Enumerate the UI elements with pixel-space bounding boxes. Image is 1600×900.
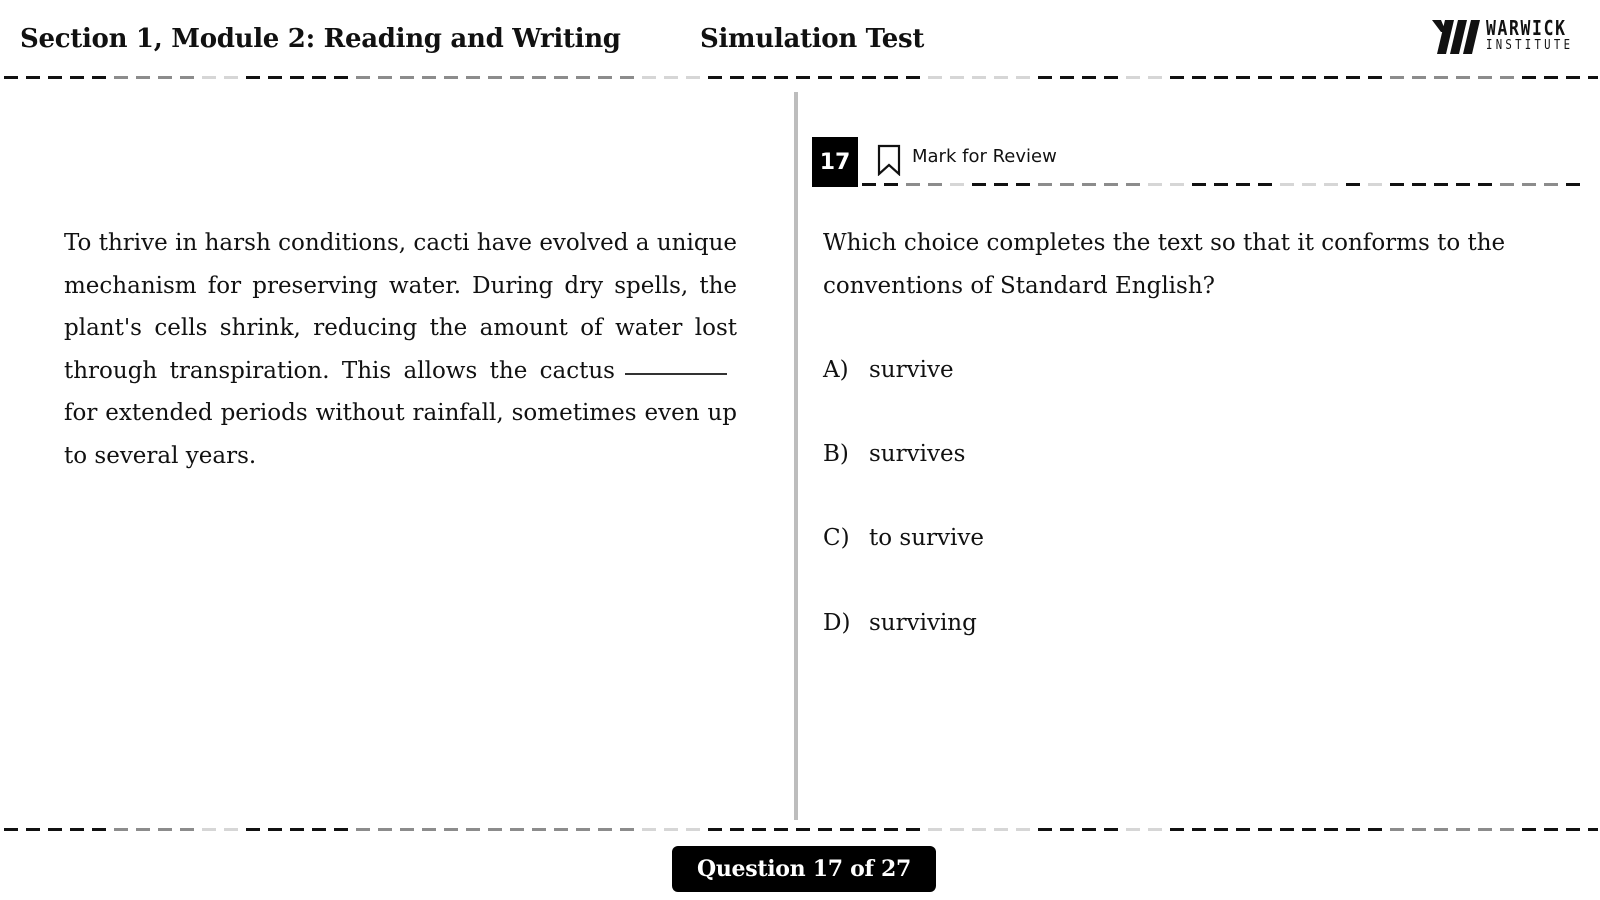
header-divider-dashed bbox=[4, 76, 1598, 79]
test-title: Simulation Test bbox=[700, 24, 925, 54]
option-letter: B) bbox=[823, 441, 849, 467]
passage-blank bbox=[625, 373, 727, 375]
question-header-divider-dashed bbox=[862, 183, 1584, 186]
answer-option-a[interactable] bbox=[823, 350, 954, 390]
answer-option-b[interactable] bbox=[823, 434, 965, 474]
passage-text-after: for extended periods without rainfall, sometimes even up to several years. bbox=[64, 400, 737, 469]
option-letter: D) bbox=[823, 610, 851, 636]
option-text: surviving bbox=[869, 610, 977, 636]
option-letter: C) bbox=[823, 525, 850, 551]
option-text: to survive bbox=[869, 525, 984, 551]
option-letter: A) bbox=[823, 357, 849, 383]
footer-divider-dashed bbox=[4, 828, 1598, 831]
panel-divider[interactable] bbox=[794, 92, 798, 820]
header bbox=[0, 0, 1600, 80]
option-text: survive bbox=[869, 357, 954, 383]
option-text: survives bbox=[869, 441, 966, 467]
question-prompt: Which choice completes the text so that it conforms to the conventions of Standard English? bbox=[823, 230, 1506, 299]
warwick-stripes-icon bbox=[1432, 18, 1480, 56]
question-number-badge: 17 bbox=[812, 137, 858, 187]
passage-text-before: To thrive in harsh conditions, cacti have evolved a unique mechanism for preserving water. During dry spells, the plant's cells shrink, reducing the amount of water lost through transpiration. This allows the cactus bbox=[64, 230, 737, 384]
section-title: Section 1, Module 2: Reading and Writing bbox=[20, 24, 621, 54]
logo-word-warwick: WARWICK bbox=[1486, 16, 1567, 40]
warwick-logo bbox=[1432, 18, 1578, 58]
mark-for-review-button[interactable]: Mark for Review bbox=[912, 146, 1057, 167]
logo-word-institute: INSTITUTE bbox=[1486, 38, 1574, 53]
bookmark-icon[interactable] bbox=[876, 144, 902, 176]
reading-passage bbox=[64, 222, 737, 477]
answer-option-c[interactable] bbox=[823, 518, 984, 558]
question-navigator-button[interactable]: Question 17 of 27 bbox=[672, 846, 936, 892]
answer-option-d[interactable] bbox=[823, 603, 977, 643]
